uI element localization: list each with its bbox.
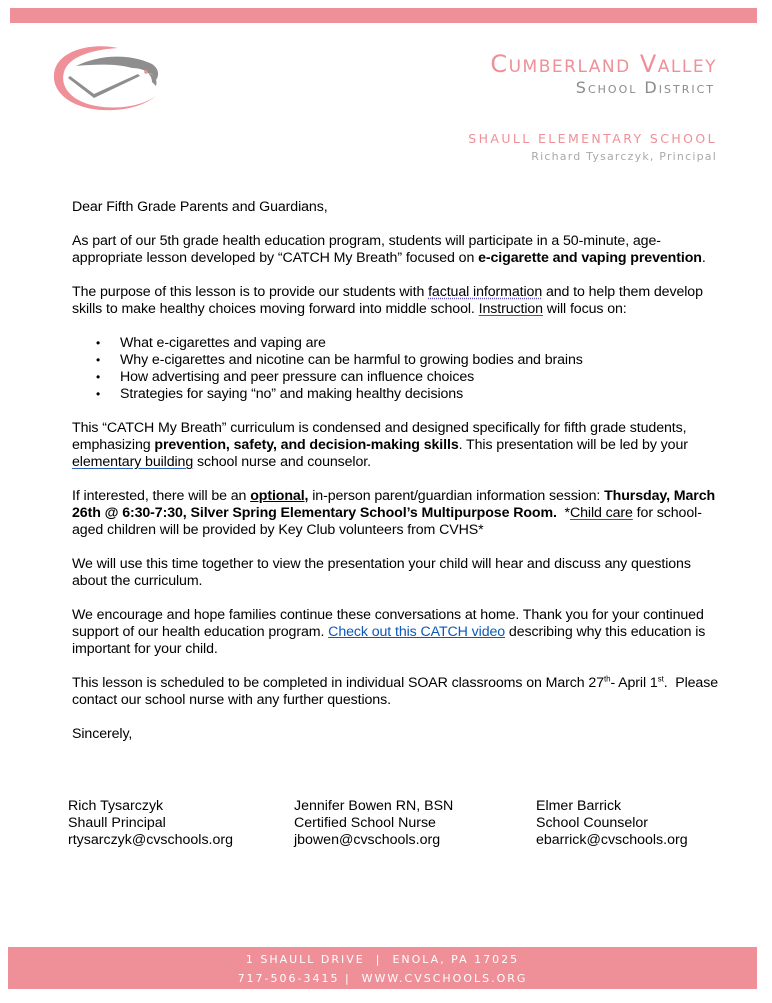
principal-line: Richard Tysarczyk, Principal [531, 150, 717, 163]
signer-email: ebarrick@cvschools.org [536, 832, 688, 848]
text: . Please contact our school nurse with any further questions. [72, 675, 722, 708]
letter-body [72, 199, 722, 760]
footer-address: 1 SHAULL DRIVE | ENOLA, PA 17025 [245, 953, 520, 966]
text: in-person parent/guardian information session: [308, 488, 605, 504]
text: - April 1 [610, 675, 658, 691]
bold-underlined-text: optional, [250, 488, 309, 504]
text: This “CATCH My Breath” curriculum is condensed and designed specifically for fifth grade students, emphasizing [72, 420, 687, 453]
signature-principal [68, 798, 233, 849]
eagle-head-logo-icon [48, 40, 166, 114]
signer-name: Elmer Barrick [536, 798, 622, 814]
paragraph-session [72, 488, 722, 539]
text: . [701, 250, 706, 266]
grammar-flagged-text: Instruction [478, 301, 543, 317]
text: for school-aged children will be provided by Key Club volunteers from CVHS* [72, 505, 702, 538]
text: will focus on: [542, 301, 627, 317]
district-name: Cumberland Valley [490, 50, 717, 78]
greeting: Dear Fifth Grade Parents and Guardians, [72, 199, 328, 215]
grammar-flagged-text: Child care [569, 505, 633, 521]
superscript: st [657, 674, 664, 684]
paragraph-encourage [72, 607, 722, 658]
school-header [468, 130, 717, 165]
paragraph-intro [72, 233, 722, 267]
signer-title: Shaull Principal [68, 815, 166, 831]
signer-title: Certified School Nurse [294, 815, 436, 831]
signer-name: Rich Tysarczyk [68, 798, 164, 814]
text: and to help them develop skills to make healthy choices moving forward into middle school. [72, 284, 703, 317]
text: We encourage and hope families continue these conversations at home. Thank you for your continued support of our health education program. [72, 607, 704, 640]
signer-email: jbowen@cvschools.org [294, 832, 441, 848]
footer-bar [8, 947, 757, 989]
list-item: • What e-cigarettes and vaping are [120, 335, 722, 352]
text: . This presentation will be led by your [458, 437, 688, 453]
paragraph-curriculum [72, 420, 722, 471]
footer-contact: 717-506-3415 | WWW.CVSCHOOLS.ORG [237, 972, 528, 985]
text: * [556, 505, 570, 521]
signature-counselor [536, 798, 688, 849]
grammar-flagged-text: factual information [428, 284, 543, 300]
grammar-flagged-text: elementary building [72, 454, 194, 470]
text: If interested, there will be an [72, 488, 251, 504]
session-details: Thursday, March 26th @ 6:30-7:30, Silver Spring Elementary School’s Multipurpose Room. [72, 488, 716, 521]
paragraph-time-together: We will use this time together to view the presentation your child will hear and discuss any questions about the curriculum. [72, 556, 691, 589]
list-item: • Why e-cigarettes and nicotine can be harmful to growing bodies and brains [120, 352, 722, 369]
text: As part of our 5th grade health education program, students will participate in a 50-minute, age-appropriate lesson developed by “CATCH My Breath” focused on [72, 233, 661, 266]
closing: Sincerely, [72, 726, 133, 742]
text: This lesson is scheduled to be completed in individual SOAR classrooms on March 27 [72, 675, 604, 691]
bold-text: e-cigarette and vaping prevention [478, 250, 702, 266]
list-item: • How advertising and peer pressure can influence choices [120, 369, 722, 386]
school-name: SHAULL ELEMENTARY SCHOOL [468, 131, 717, 146]
list-item: • Strategies for saying “no” and making healthy decisions [120, 386, 722, 403]
signer-name: Jennifer Bowen RN, BSN [294, 798, 454, 814]
paragraph-purpose [72, 284, 722, 318]
signer-email: rtysarczyk@cvschools.org [68, 832, 233, 848]
top-accent-bar [10, 8, 757, 23]
district-subtitle: School District [575, 78, 715, 97]
text: describing why this education is important for your child. [72, 624, 706, 657]
paragraph-schedule [72, 675, 722, 709]
catch-video-link[interactable]: Check out this CATCH video [328, 624, 506, 640]
signature-nurse [294, 798, 453, 849]
bold-text: prevention, safety, and decision-making skills [154, 437, 459, 453]
topic-list [72, 335, 722, 403]
signer-title: School Counselor [536, 815, 648, 831]
text: school nurse and counselor. [193, 454, 371, 470]
district-header [490, 50, 717, 98]
text: The purpose of this lesson is to provide our students with [72, 284, 429, 300]
superscript: th [603, 674, 611, 684]
